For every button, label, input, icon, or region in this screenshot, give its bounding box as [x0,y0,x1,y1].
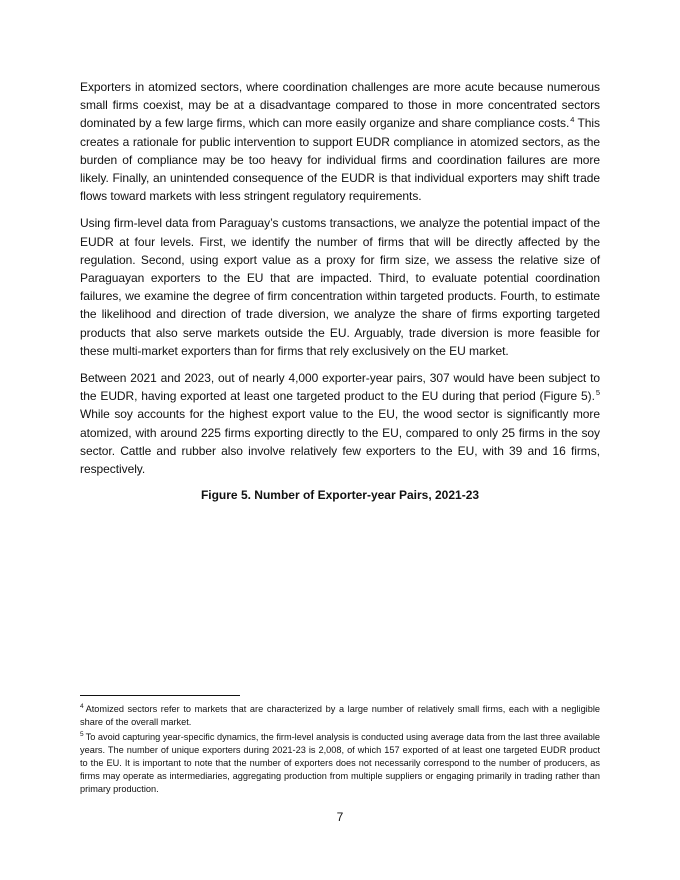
paragraph-text-continued: While soy accounts for the highest export value to the EU, the wood sector is significantly more atomized, with around 225 firms exporting directly to the EU, compared to only 25 firms in the soy sector. Cattle and rubber also involve relatively few exporters to the EU, with 39 and 16 firms, respectively. [80,407,600,477]
body-text [80,78,600,502]
footnote-text: Atomized sectors refer to markets that are characterized by a large number of relatively small firms, each with a negligible share of the overall market. [80,704,600,727]
figure-placeholder [80,500,600,690]
figure-title: Figure 5. Number of Exporter-year Pairs, 2021-23 [200,488,480,503]
footnote-number: 4 [80,702,84,710]
footnote-5 [80,731,600,796]
paragraph-exporter-counts [80,369,600,478]
paragraph-firm-level-data [80,214,600,360]
footnote-ref-4: 4 [570,115,575,125]
paragraph-text-continued: This creates a rationale for public intervention to support EUDR compliance in atomized sectors, as the burden of compliance may be too heavy for individual firms and coordination failures are more likely. Finally, an unintended consequence of the EUDR is that individual exporters may shift trade flows toward markets with less stringent regulatory requirements. [80,116,600,204]
page-number: 7 [336,810,344,824]
paragraph-atomized-sectors [80,78,600,205]
footnote-text: To avoid capturing year-specific dynamics, the firm-level analysis is conducted using average data from the last three available years. The number of unique exporters during 2021-23 is 2,008, of which 157 exported of at least one targeted EUDR product to the EU. It is important to note that the number of exporters does not necessarily correspond to the number of producers, as firms may operate as intermediaries, aggregating production from multiple suppliers or engaging primarily in trading rather than primary production. [80,732,600,794]
footnote-number: 5 [80,730,84,738]
paragraph-text: Exporters in atomized sectors, where coordination challenges are more acute because numerous small firms coexist, may be at a disadvantage compared to those in more concentrated sectors dominated by a few large firms, which can more easily organize and share compliance costs. [80,80,600,131]
paragraph-text: Using firm-level data from Paraguay’s customs transactions, we analyze the potential impact of the EUDR at four levels. First, we identify the number of firms that will be directly affected by the regulation. Second, using export value as a proxy for firm size, we assess the relative size of Paraguayan exporters to the EU that are impacted. Third, to evaluate potential coordination failures, we examine the degree of firm concentration within targeted products. Fourth, to estimate the likelihood and direction of trade diversion, we analyze the share of firms exporting targeted products that also serve markets outside the EU. Arguably, trade diversion is more feasible for these multi-market exporters than for firms that rely exclusively on the EU market. [80,216,600,358]
footnote-ref-5: 5 [595,388,600,398]
footnote-divider [80,695,240,696]
footnotes [80,703,600,798]
paragraph-text: Between 2021 and 2023, out of nearly 4,000 exporter-year pairs, 307 would have been subject to the EUDR, having exported at least one targeted product to the EU during that period (Figure 5). [80,371,600,404]
footnote-4 [80,703,600,729]
